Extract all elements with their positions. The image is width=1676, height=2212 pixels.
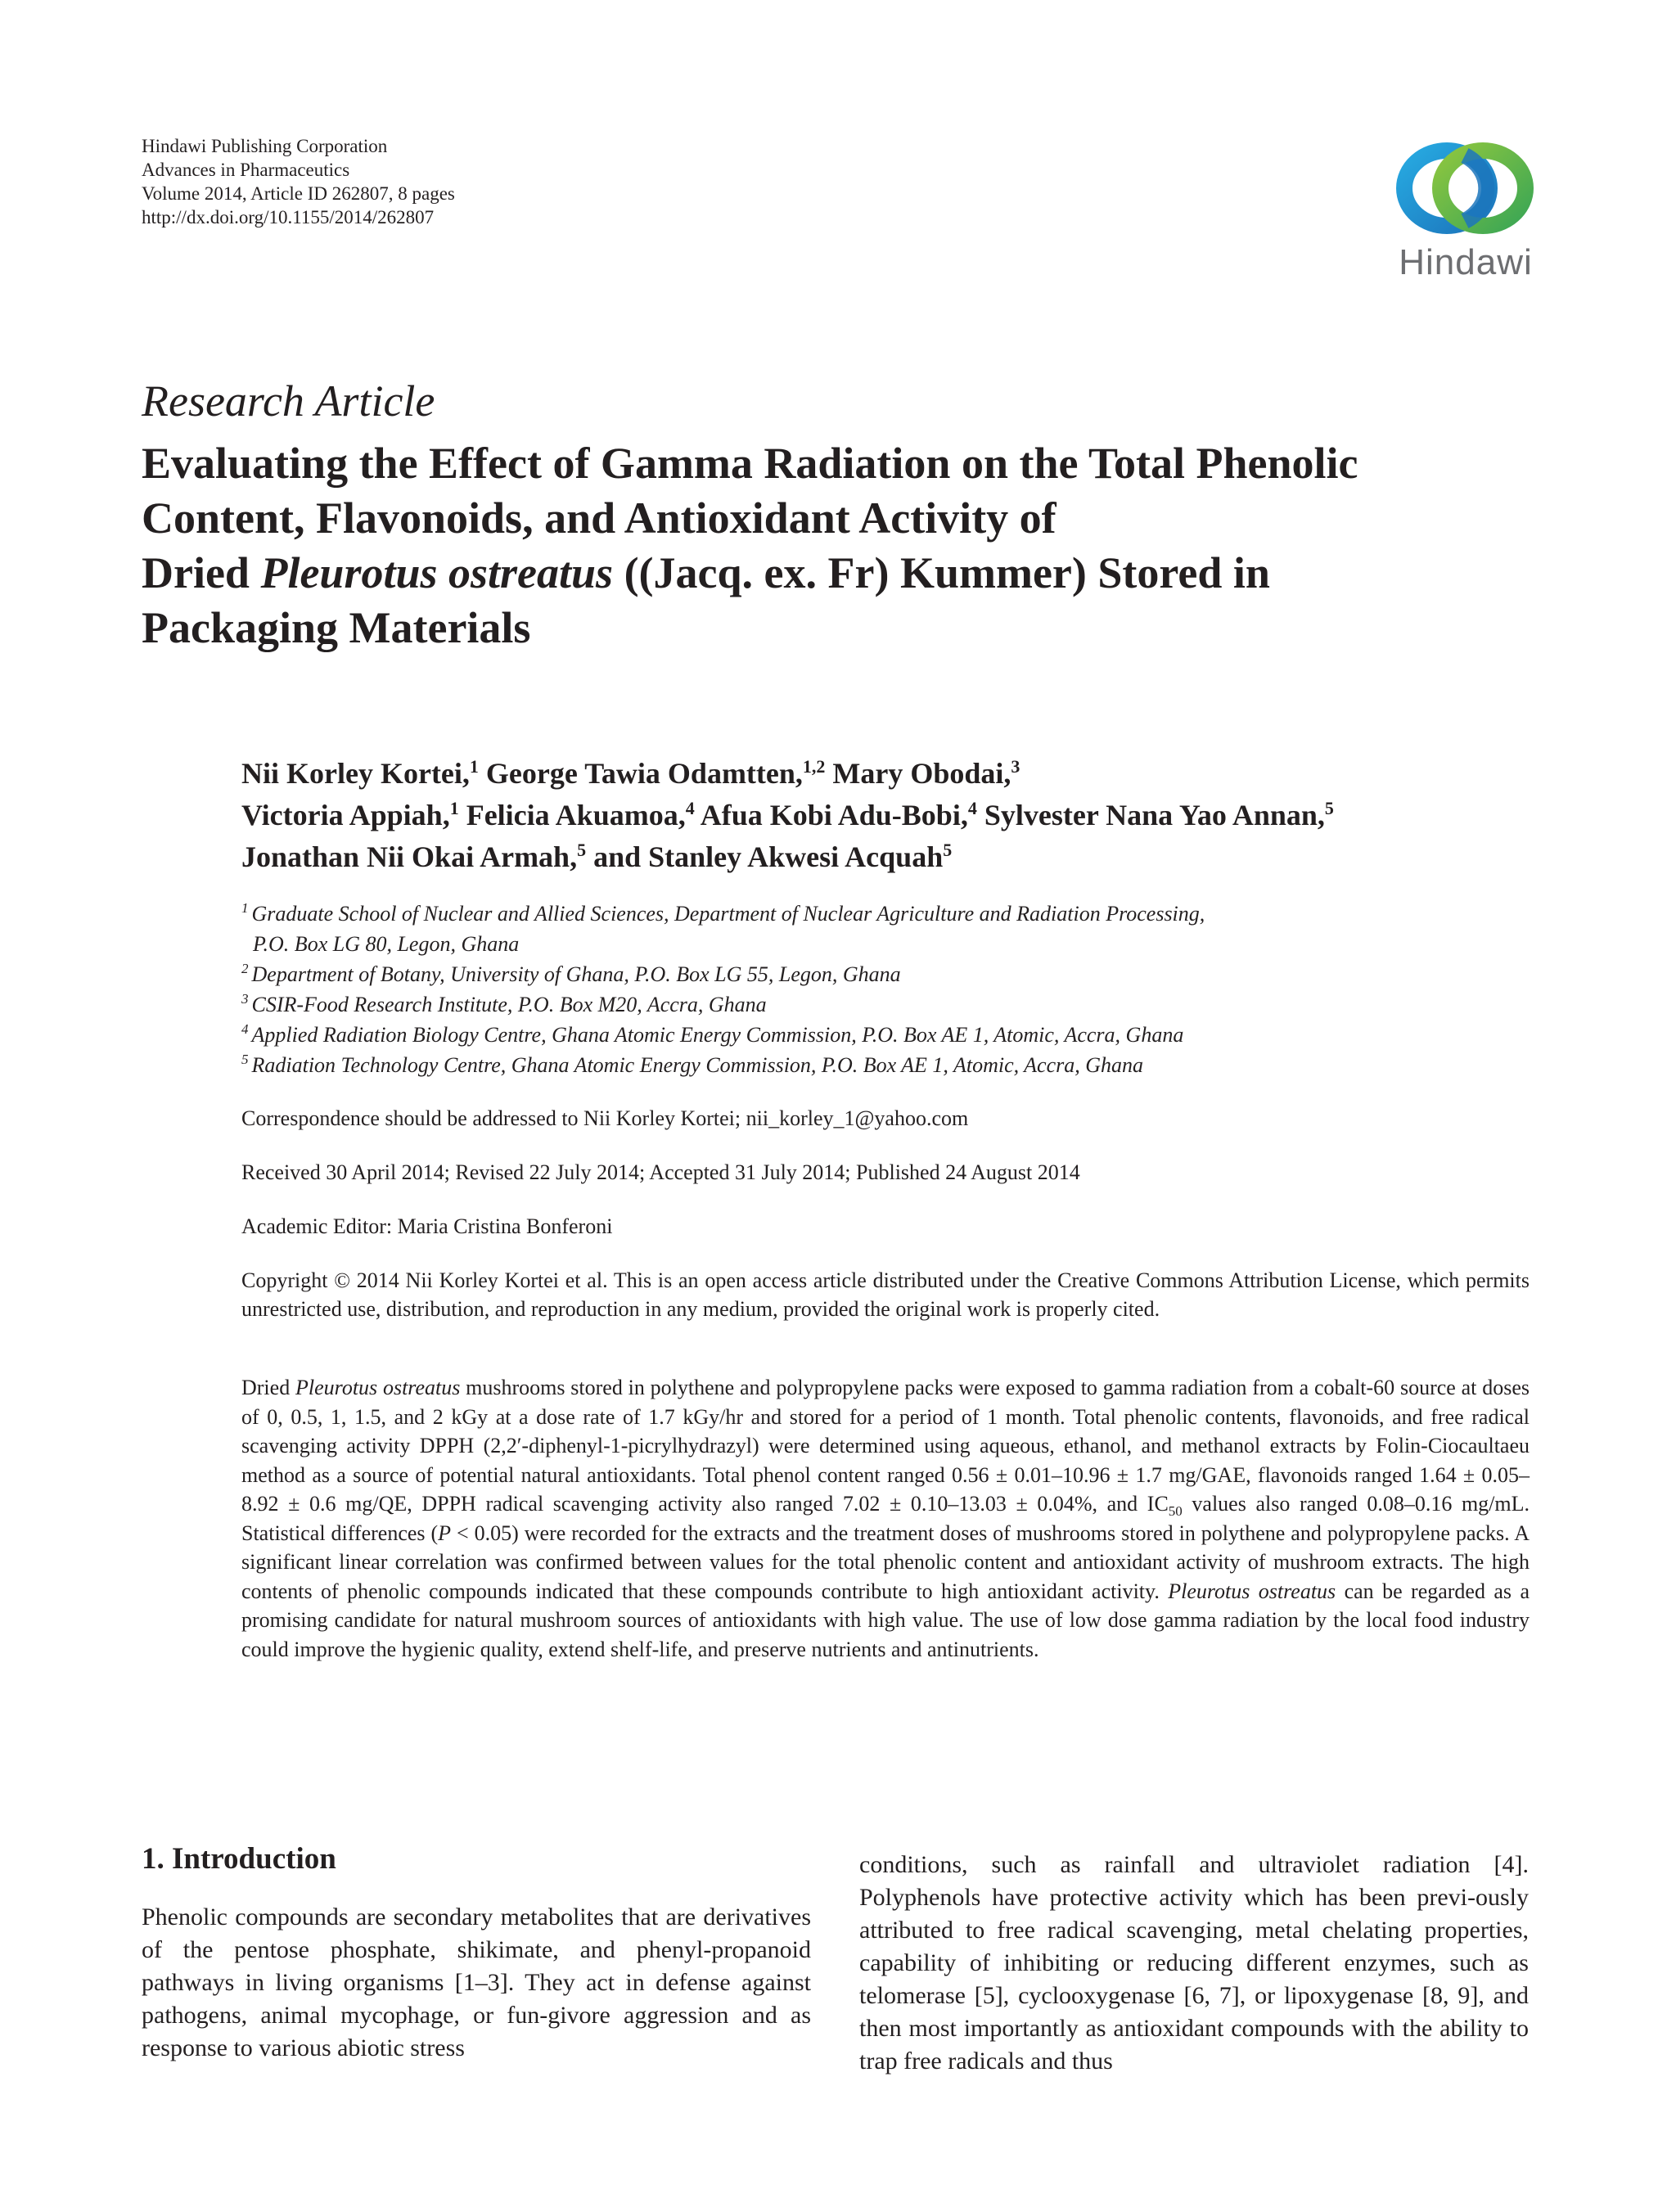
- affiliation-item: [241, 989, 1551, 1020]
- abstract-text: values also ranged 0.08–0.16 mg/mL. Statistical differences (: [241, 1492, 1530, 1545]
- affiliation-number: 1: [241, 900, 249, 917]
- title-line-4: Packaging Materials: [142, 603, 531, 652]
- affiliation-item: [241, 959, 1551, 989]
- author-line-1: [241, 753, 1551, 795]
- abstract-text: mushrooms stored in polythene and polypropylene packs were exposed to gamma radiation from a cobalt-60 source at doses of 0, 0.5, 1, 1.5, and 2 kGy at a dose rate of 1.7 kGy/hr and stored for a period of 1 month. Total phenolic contents, flavonoids, and free radical scavenging activity DPPH (2,2′-diphenyl-1-picrylhydrazyl) were determined using aqueous, ethanol, and methanol extracts by Folin-Ciocaultaeu method as a source of potential natural antioxidants. Total phenol content ranged 0.56 ± 0.01–10.96 ± 1.7 mg/GAE, flavonoids ranged 1.64 ± 0.05–8.92 ± 0.6 mg/QE, DPPH radical scavenging activity also ranged 7.02 ± 0.10–13.03 ± 0.04%, and IC: [241, 1376, 1530, 1516]
- abstract-text: Dried: [241, 1376, 296, 1399]
- author-affiliation-mark: 1,2: [802, 756, 826, 777]
- affiliation-number: 4: [241, 1021, 249, 1038]
- author-name[interactable]: Jonathan Nii Okai Armah,: [241, 840, 578, 873]
- affiliation-list: [241, 899, 1551, 1080]
- abstract-species: Pleurotus ostreatus: [295, 1376, 461, 1399]
- author-affiliation-mark: 4: [685, 798, 695, 818]
- affiliation-text: Applied Radiation Biology Centre, Ghana Atomic Energy Commission, P.O. Box AE 1, Atomic, Accra, Ghana: [251, 1023, 1184, 1047]
- journal-name: Advances in Pharmaceutics: [142, 160, 350, 180]
- affiliation-text: Department of Botany, University of Ghana, P.O. Box LG 55, Legon, Ghana: [251, 962, 901, 986]
- affiliation-number: 5: [241, 1052, 249, 1068]
- affiliation-number: 2: [241, 961, 249, 977]
- author-affiliation-mark: 1: [469, 756, 479, 777]
- author-affiliation-mark: 4: [967, 798, 977, 818]
- affiliation-item: [241, 899, 1551, 929]
- author-affiliation-mark: 1: [449, 798, 459, 818]
- title-species: Pleurotus ostreatus: [260, 548, 614, 597]
- title-line-3: [142, 546, 1549, 601]
- copyright-notice: Copyright © 2014 Nii Korley Kortei et al. This is an open access article distributed under the Creative Commons Attribution License, which permits unrestricted use, distribution, and reproduction in any medium, provided the original work is properly cited.: [241, 1268, 1530, 1321]
- author-affiliation-mark: 5: [943, 840, 953, 860]
- hindawi-wordmark: Hindawi: [1399, 242, 1533, 282]
- abstract: [241, 1373, 1530, 1664]
- volume-info: Volume 2014, Article ID 262807, 8 pages: [142, 183, 455, 204]
- title-line-1: Evaluating the Effect of Gamma Radiation on the Total Phenolic: [142, 439, 1358, 488]
- author-name[interactable]: and Stanley Akwesi Acquah: [593, 840, 944, 873]
- affiliation-text: CSIR-Food Research Institute, P.O. Box M20, Accra, Ghana: [251, 993, 767, 1016]
- title-text: Dried: [142, 548, 261, 597]
- body-column-left: Phenolic compounds are secondary metabolites that are derivatives of the pentose phosphate, shikimate, and phenyl-propanoid pathways in living organisms [1–3]. They act in defense against pathogens, animal mycophage, or fun-givore aggression and as response to various abiotic stress: [142, 1903, 811, 2061]
- abstract-text: < 0.05) were recorded for the extracts and the treatment doses of mushrooms stored in polythene and polypropylene packs. A significant linear correlation was confirmed between values for the total phenolic content and antioxidant activity of mushroom extracts. The high contents of phenolic compounds indicated that these compounds contribute to high antioxidant activity.: [241, 1520, 1530, 1603]
- abstract-variable: P: [438, 1520, 452, 1545]
- author-affiliation-mark: 5: [577, 840, 587, 860]
- academic-editor: Academic Editor: Maria Cristina Bonferoni: [241, 1214, 613, 1238]
- author-name[interactable]: Afua Kobi Adu-Bobi,: [700, 799, 968, 831]
- abstract-subscript: 50: [1168, 1503, 1183, 1520]
- author-name[interactable]: Sylvester Nana Yao Annan,: [984, 799, 1325, 831]
- author-name[interactable]: Felicia Akuamoa,: [466, 799, 686, 831]
- publisher-name: Hindawi Publishing Corporation: [142, 136, 388, 156]
- author-line-3: [241, 836, 1551, 878]
- journal-header: [142, 134, 455, 229]
- author-affiliation-mark: 5: [1324, 798, 1334, 818]
- author-line-2: [241, 795, 1551, 836]
- section-heading-introduction: 1. Introduction: [142, 1842, 336, 1876]
- article-type: Research Article: [142, 376, 435, 426]
- abstract-text: can be regarded as a promising candidate for natural mushroom sources of antioxidants with high value. The use of low dose gamma radiation by the local food industry could improve the hygienic quality, extend shelf-life, and preserve nutrients and antinutrients.: [241, 1579, 1530, 1661]
- affiliation-number: 3: [241, 991, 249, 1007]
- title-line-2: Content, Flavonoids, and Antioxidant Activity of: [142, 493, 1057, 543]
- title-text: ((Jacq. ex. Fr) Kummer) Stored in: [613, 548, 1270, 597]
- affiliation-text: Graduate School of Nuclear and Allied Sciences, Department of Nuclear Agriculture and Radiation Processing,: [251, 902, 1205, 926]
- author-name[interactable]: Mary Obodai,: [832, 757, 1011, 790]
- doi-link[interactable]: http://dx.doi.org/10.1155/2014/262807: [142, 207, 435, 228]
- author-name[interactable]: George Tawia Odamtten,: [485, 757, 803, 790]
- paper-title: [142, 436, 1549, 655]
- publication-dates: Received 30 April 2014; Revised 22 July 2014; Accepted 31 July 2014; Published 24 August 2014: [241, 1160, 1080, 1184]
- affiliation-item-continued: P.O. Box LG 80, Legon, Ghana: [253, 932, 520, 956]
- author-list: [241, 753, 1551, 878]
- body-column-right: conditions, such as rainfall and ultraviolet radiation [4]. Polyphenols have protective activity which has been previ-ously attributed to free radical scavenging, metal chelating properties, capability of inhibiting or reducing different enzymes, such as telomerase [5], cyclooxygenase [6, 7], or lipoxygenase [8, 9], and then most importantly as antioxidant compounds with the ability to trap free radicals and thus: [859, 1851, 1529, 2075]
- affiliation-item: [241, 1050, 1551, 1080]
- affiliation-item: [241, 1020, 1551, 1050]
- author-affiliation-mark: 3: [1011, 756, 1020, 777]
- author-name[interactable]: Victoria Appiah,: [241, 799, 450, 831]
- affiliation-text: Radiation Technology Centre, Ghana Atomic Energy Commission, P.O. Box AE 1, Atomic, Accra, Ghana: [251, 1053, 1143, 1077]
- author-name[interactable]: Nii Korley Kortei,: [241, 757, 470, 790]
- abstract-species: Pleurotus ostreatus: [1168, 1579, 1336, 1603]
- correspondence: Correspondence should be addressed to Nii Korley Kortei; nii_korley_1@yahoo.com: [241, 1106, 969, 1130]
